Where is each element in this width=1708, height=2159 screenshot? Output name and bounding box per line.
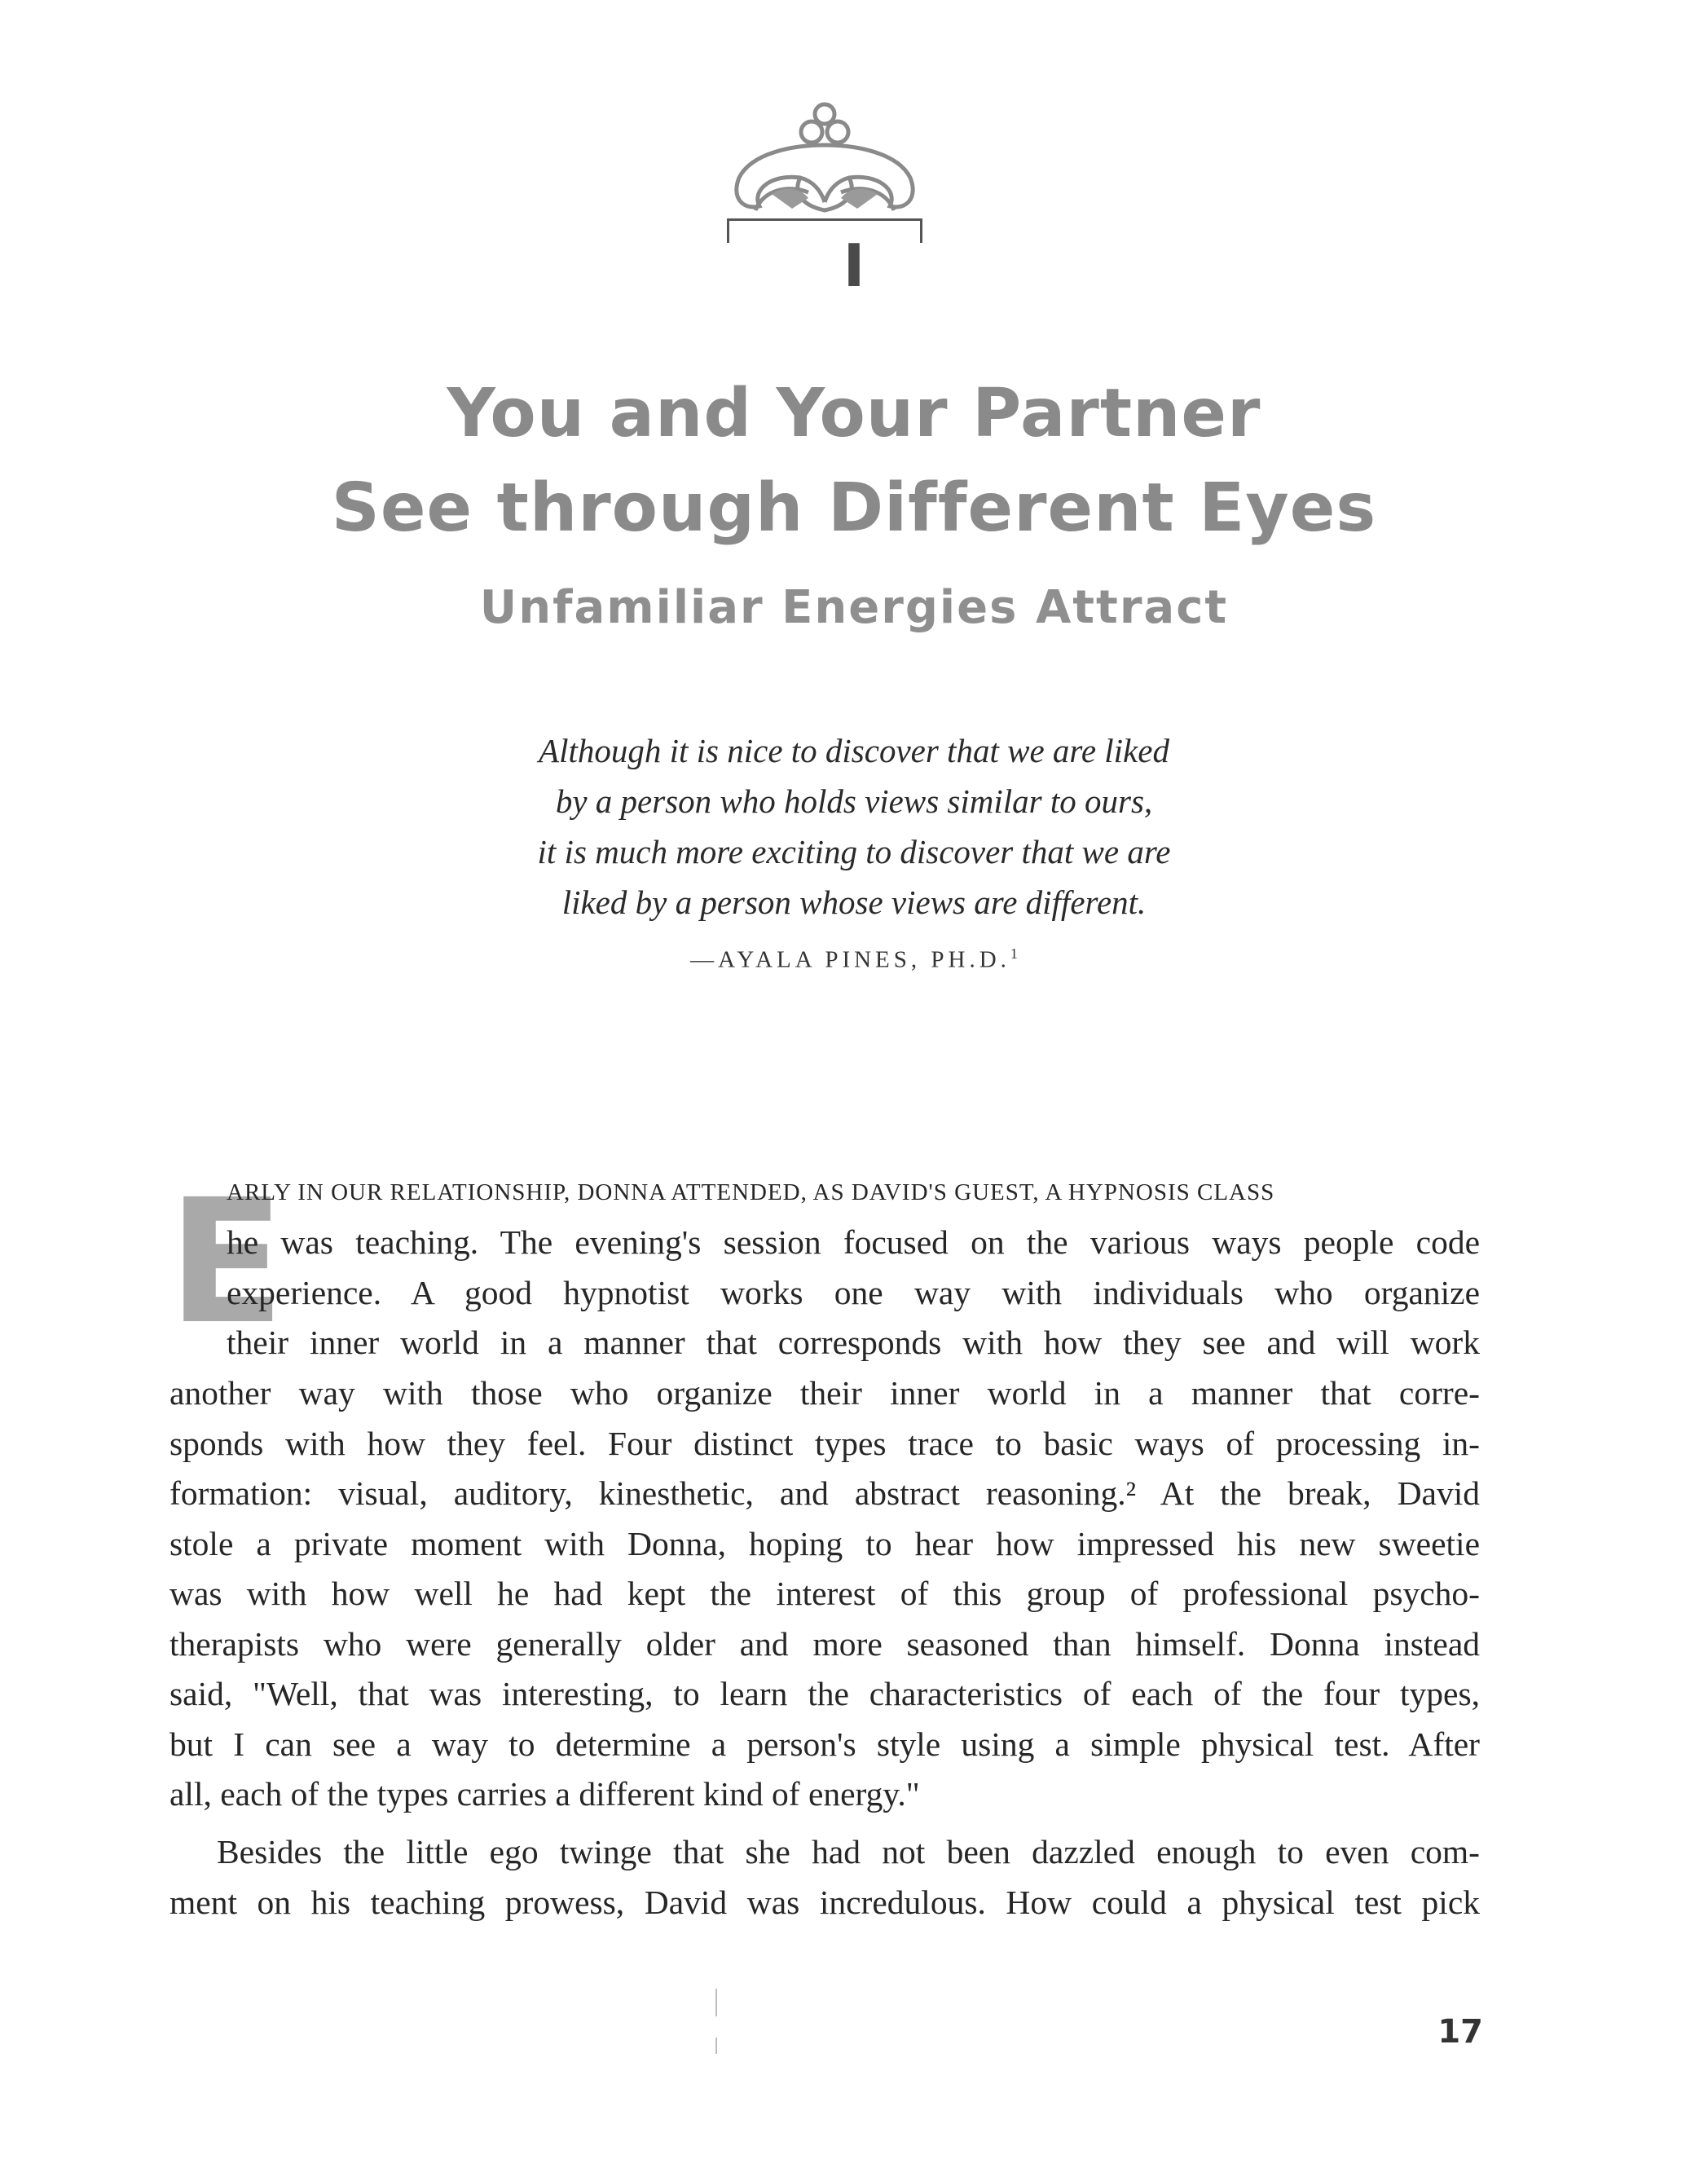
body-first-line: ARLY IN OUR RELATIONSHIP, DONNA ATTENDED, AS DAVID'S GUEST, A HYPNOSIS CLASS: [227, 1179, 1275, 1205]
epigraph: [0, 725, 1708, 927]
body-line: stole a private moment with Donna, hoping to hear how impressed his new sweetie: [169, 1524, 1480, 1562]
chapter-subtitle: Unfamiliar Energies Attract: [479, 581, 1229, 634]
body-line: therapists who were generally older and more seasoned than himself. Donna instead: [169, 1624, 1480, 1663]
chapter-title-line-2: See through Different Eyes: [331, 469, 1377, 547]
body-line: another way with those who organize their inner world in a manner that corre-: [169, 1374, 1480, 1412]
chapter-title: [0, 367, 1708, 556]
epigraph-line: Although it is nice to discover that we are liked: [539, 732, 1169, 769]
body-line: said, "Well, that was interesting, to learn the characteristics of each of the four types,: [169, 1675, 1480, 1712]
body-line: formation: visual, auditory, kinesthetic, and abstract reasoning.² At the break, David: [169, 1474, 1480, 1512]
chapter-title-line-1: You and Your Partner: [447, 375, 1261, 452]
epigraph-line: it is much more exciting to discover that we are: [537, 833, 1171, 870]
page-number: 17: [1437, 2013, 1483, 2051]
body-paragraph-2: [169, 1827, 1480, 1928]
epigraph-line: by a person who holds views similar to ours,: [555, 782, 1153, 820]
body-paragraph-1: [169, 1368, 1480, 1820]
body-line: but I can see a way to determine a person's style using a simple physical test. After: [169, 1725, 1480, 1763]
body-line: experience. A good hypnotist works one way with individuals who organize: [227, 1273, 1480, 1311]
body-indented-lines: [227, 1218, 1480, 1368]
epigraph-attribution: [0, 945, 1708, 974]
drop-cap: E: [168, 1162, 285, 1362]
attribution-text: —AYALA PINES, PH.D.: [690, 946, 1010, 973]
body-line: ment on his teaching prowess, David was incredulous. How could a physical test pick: [169, 1883, 1480, 1921]
body-line: their inner world in a manner that corresponds with how they see and will work: [227, 1324, 1480, 1361]
scan-artifact: [715, 2038, 717, 2054]
body-line: all, each of the types carries a different kind of energy.": [169, 1775, 920, 1813]
body-line: he was teaching. The evening's session focused on the various ways people code: [227, 1223, 1480, 1261]
chapter-number: I: [843, 231, 865, 300]
epigraph-line: liked by a person whose views are different.: [561, 883, 1147, 921]
body-line: was with how well he had kept the interest of this group of professional psycho-: [169, 1575, 1480, 1612]
footnote-marker: 1: [1010, 945, 1018, 962]
body-line: sponds with how they feel. Four distinct types trace to basic ways of processing in-: [169, 1424, 1480, 1462]
body-line: Besides the little ego twinge that she had not been dazzled enough to even com-: [217, 1833, 1480, 1870]
scan-artifact: [715, 1989, 717, 2016]
